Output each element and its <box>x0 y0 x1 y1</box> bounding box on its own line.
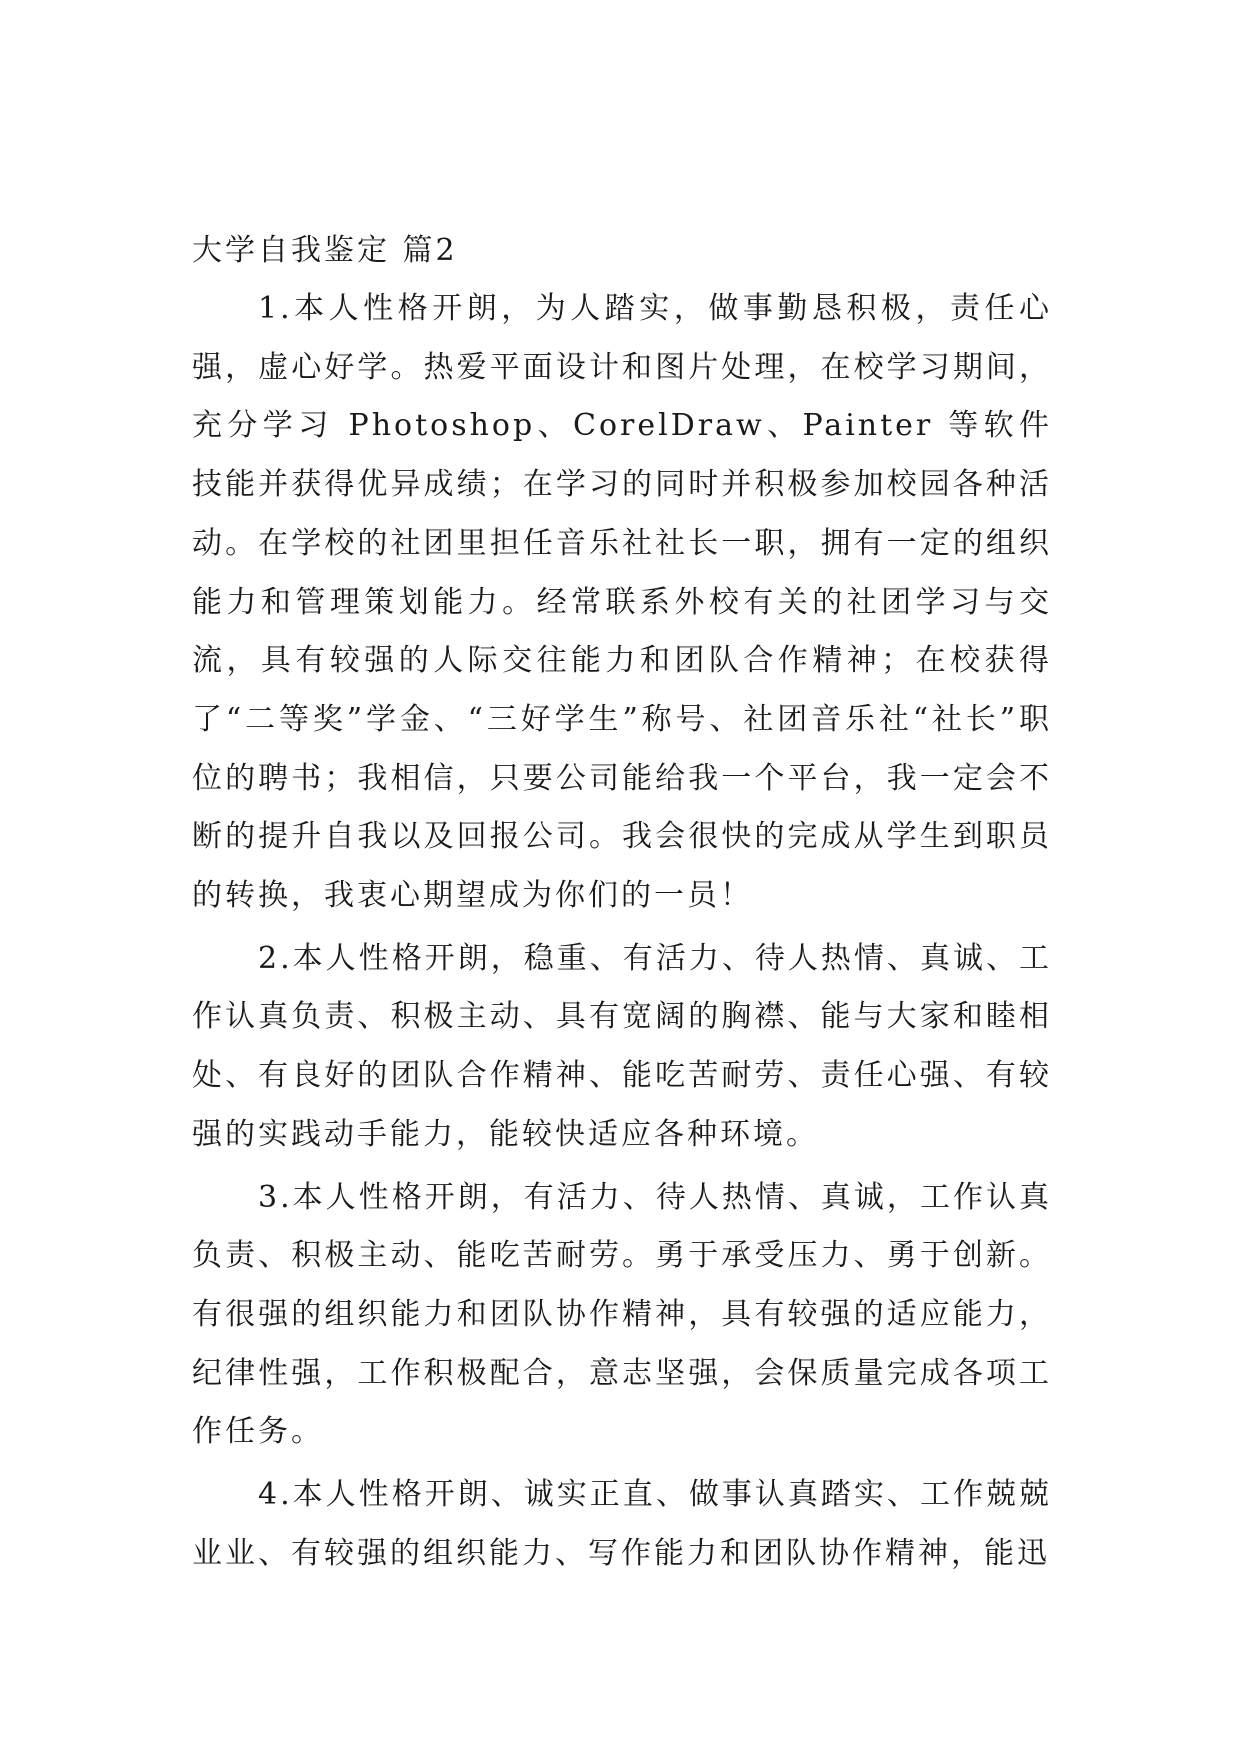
paragraph-3: 3.本人性格开朗，有活力、待人热情、真诚，工作认真负责、积极主动、能吃苦耐劳。勇于承受压力、勇于创新。有很强的组织能力和团队协作精神，具有较强的适应能力，纪律性强，工作积极配合，意志坚强，会保质量完成各项工作任务。 <box>192 1179 1052 1450</box>
paragraph-4: 4.本人性格开朗、诚实正直、做事认真踏实、工作兢兢业业、有较强的组织能力、写作能力和团队协作精神，能迅 <box>192 1477 1052 1571</box>
document-body <box>192 222 1052 1583</box>
paragraph-2: 2.本人性格开朗，稳重、有活力、待人热情、真诚、工作认真负责、积极主动、具有宽阔的胸襟、能与大家和睦相处、有良好的团队合作精神、能吃苦耐劳、责任心强、有较强的实践动手能力，能较快适应各种环境。 <box>192 940 1052 1152</box>
document-title: 大学自我鉴定 篇2 <box>192 233 458 268</box>
paragraph-1: 1.本人性格开朗，为人踏实，做事勤恳积极，责任心强，虚心好学。热爱平面设计和图片处理，在校学习期间，充分学习 Photoshop、CorelDraw、Painter 等软件技能并获得优异成绩；在学习的同时并积极参加校园各种活动。在学校的社团里担任音乐社社长一职，拥有一定的组织能力和管理策划能力。经常联系外校有关的社团学习与交流，具有较强的人际交往能力和团队合作精神；在校获得了“二等奖”学金、“三好学生”称号、社团音乐社“社长”职位的聘书；我相信，只要公司能给我一个平台，我一定会不断的提升自我以及回报公司。我会很快的完成从学生到职员的转换，我衷心期望成为你们的一员！ <box>192 291 1052 914</box>
